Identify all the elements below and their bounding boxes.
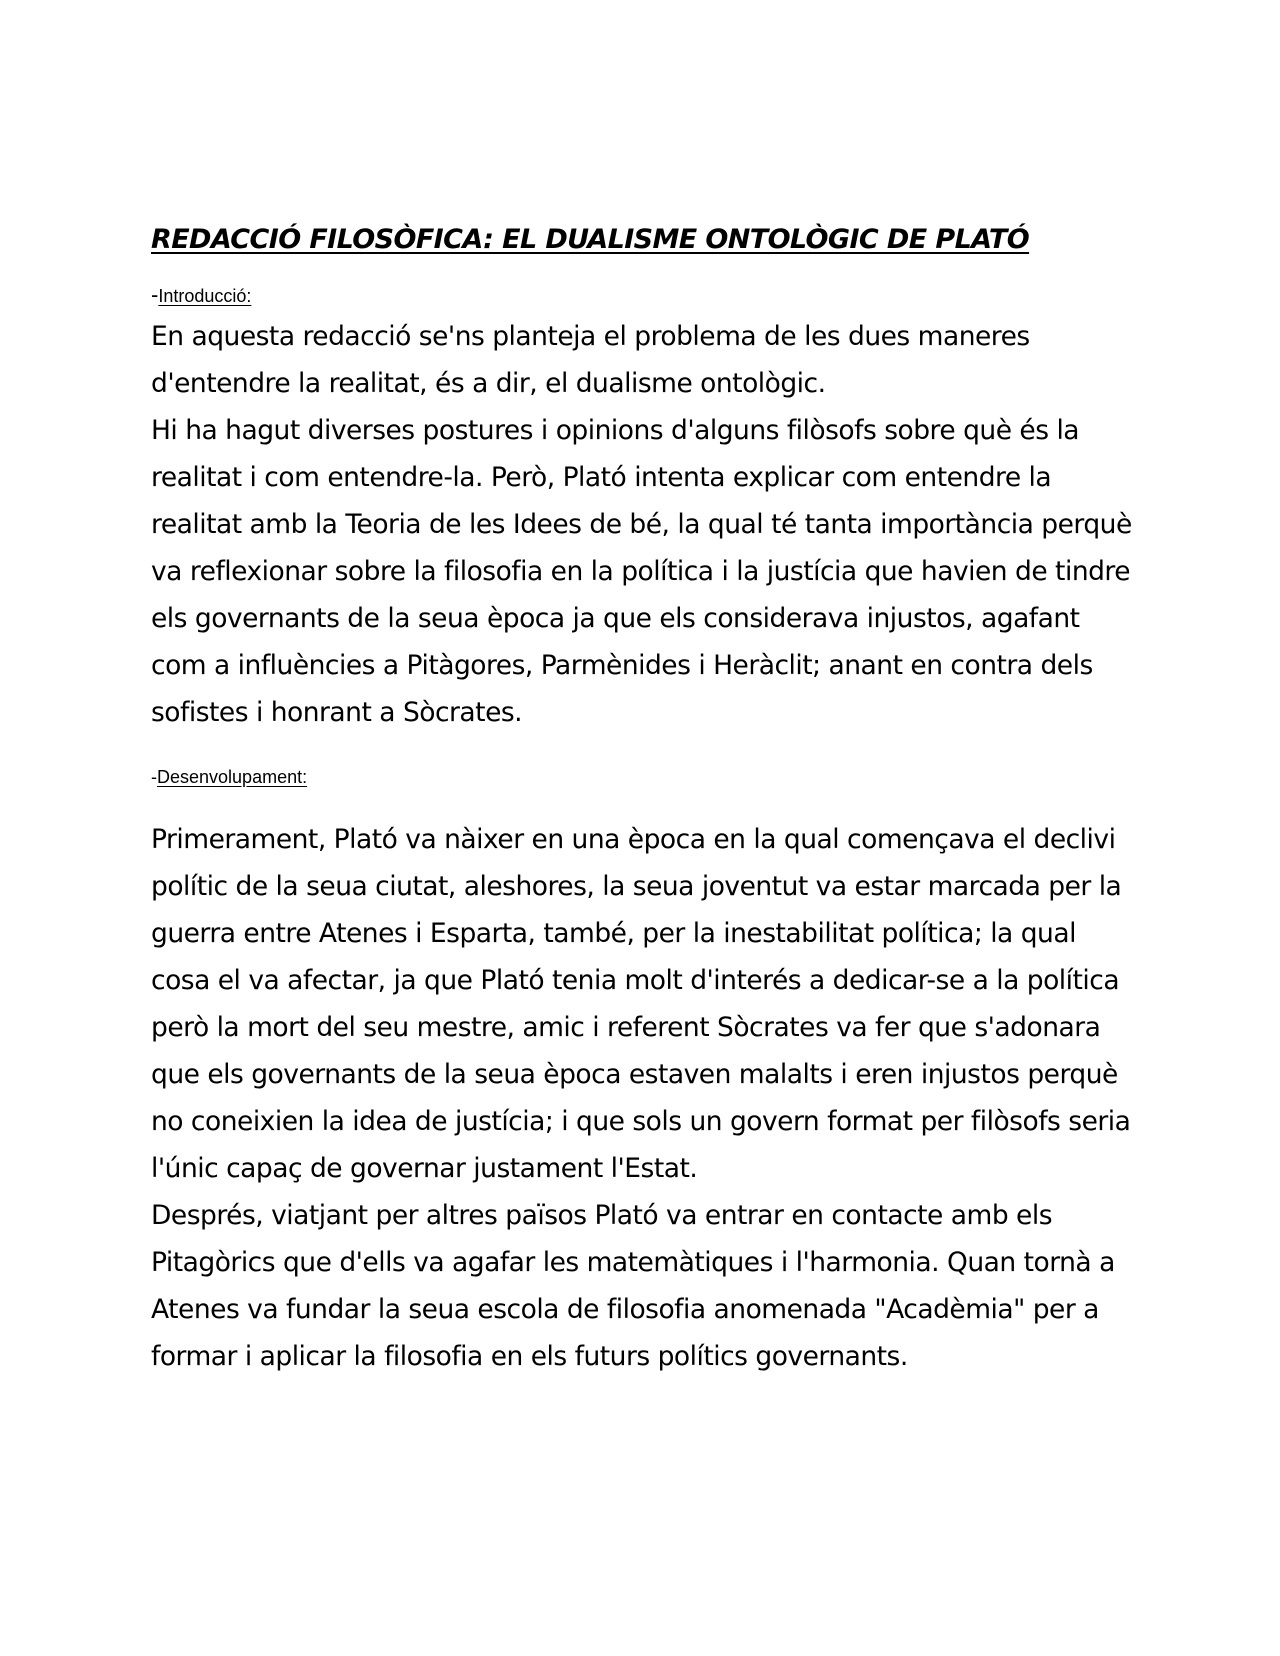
- heading-label: Introducció:: [158, 286, 252, 306]
- heading-dash: -: [151, 282, 159, 307]
- section-heading-development: [151, 764, 1136, 790]
- document-body: [151, 220, 1136, 1380]
- section-heading-introduction: [151, 282, 1136, 309]
- paragraph-dev-2: Després, viatjant per altres països Plató va entrar en contacte amb els Pitagòrics que d'ells va agafar les matemàtiques i l'harmonia. Quan tornà a Atenes va fundar la seua escola de filosofia anomenada "Acadèmia" per a formar i aplicar la filosofia en els futurs polítics governants.: [151, 1200, 1115, 1372]
- document-title: REDACCIÓ FILOSÒFICA: EL DUALISME ONTOLÒGIC DE PLATÓ: [151, 224, 1030, 255]
- paragraph-dev-1: Primerament, Plató va nàixer en una època en la qual començava el declivi polític de la seua ciutat, aleshores, la seua joventut va estar marcada per la guerra entre Atenes i Esparta, també, per la inestabilitat política; la qual cosa el va afectar, ja que Plató tenia molt d'interés a dedicar-se a la política però la mort del seu mestre, amic i referent Sòcrates va fer que s'adonara que els governants de la seua època estaven malalts i eren injustos perquè no coneixien la idea de justícia; i que sols un govern format per filòsofs seria l'únic capaç de governar justament l'Estat.: [151, 824, 1131, 1184]
- paragraph-intro-1: En aquesta redacció se'ns planteja el problema de les dues maneres d'entendre la realitat, és a dir, el dualisme ontològic.: [151, 321, 1030, 399]
- heading-dash: -: [151, 767, 157, 787]
- heading-label: Desenvolupament:: [157, 767, 308, 787]
- paragraph-intro-2: Hi ha hagut diverses postures i opinions d'alguns filòsofs sobre què és la realitat i com entendre-la. Però, Plató intenta explicar com entendre la realitat amb la Teoria de les Idees de bé, la qual té tanta importància perquè va reflexionar sobre la filosofia en la política i la justícia que havien de tindre els governants de la seua època ja que els considerava injustos, agafant com a influències a Pitàgores, Parmènides i Heràclit; anant en contra dels sofistes i honrant a Sòcrates.: [151, 415, 1132, 728]
